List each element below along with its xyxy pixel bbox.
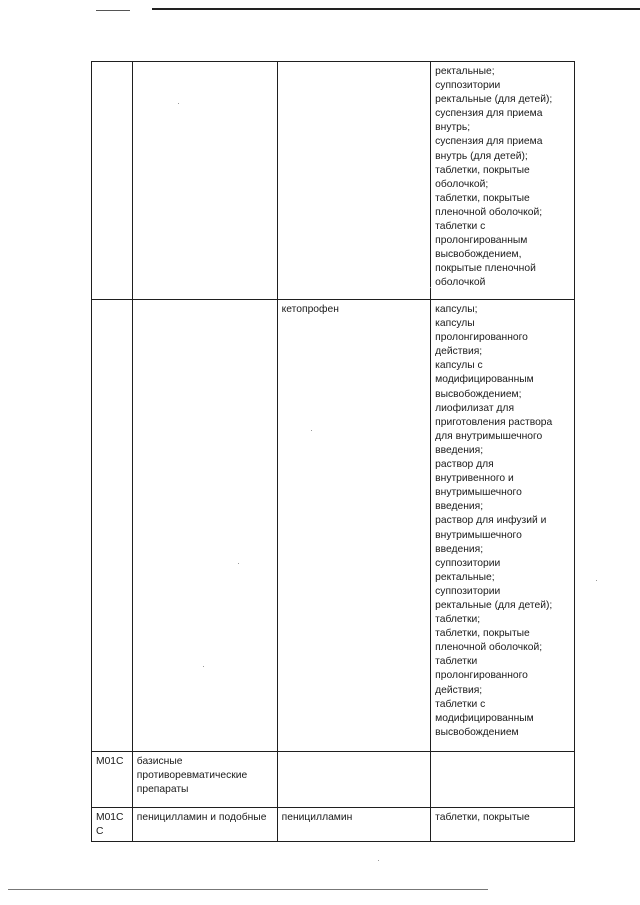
dosage-form-line: модифицированным [435,712,534,724]
dosage-form-line: действия; [435,346,483,358]
dosage-form-line: таблетки с [435,221,486,233]
dosage-forms-cell [431,752,575,808]
atc-code-cell [92,300,133,752]
dosage-form-line: суспензия для приема [435,136,543,148]
inn-cell [277,752,430,808]
dosage-forms-cell [431,300,575,752]
dosage-form-line: таблетки, покрытые [435,812,530,823]
dosage-form-line: внутримышечного [435,487,522,499]
dosage-form-line: внутривенного и [435,473,514,485]
dosage-form-line: таблетки с [435,698,486,710]
inn-cell [277,62,430,300]
dosage-form-line: ректальные; [435,66,495,77]
dosage-form-line: пролонгированным [435,235,528,247]
scan-speck [238,563,239,564]
scan-speck [430,287,431,288]
group-name-cell: пеницилламин и подобные [132,808,277,842]
dosage-form-line: суппозитории [435,80,501,92]
scan-top-mark-right [152,8,640,10]
dosage-form-line: пленочной оболочкой; [435,642,543,654]
dosage-form-line: таблетки, покрытые [435,192,530,204]
table-row [92,300,575,752]
dosage-form-line: таблетки, покрытые [435,164,530,176]
dosage-form-line: таблетки [435,656,478,668]
table-row [92,62,575,300]
dosage-form-line: капсулы с [435,360,483,372]
dosage-form-line: таблетки, покрытые [435,628,530,640]
dosage-form-line: ректальные (для детей); [435,94,553,106]
scan-top-mark-left [96,10,130,11]
dosage-form-line: суппозитории [435,585,501,597]
scan-speck [596,580,597,581]
scan-speck [178,103,179,104]
dosage-form-line: капсулы [435,318,475,330]
dosage-form-line: раствор для [435,459,494,471]
dosage-form-line: высвобождением; [435,388,522,400]
dosage-form-line: ректальные (для детей); [435,599,553,611]
dosage-form-line: суппозитории [435,557,501,569]
group-name-cell: базисные противоревматические препараты [132,752,277,808]
dosage-form-line: капсулы; [435,304,478,315]
scan-bottom-mark [8,889,488,890]
dosage-form-line: введения; [435,444,484,456]
dosage-form-line: пролонгированного [435,332,528,344]
dosage-form-line: ректальные; [435,571,495,583]
dosage-form-line: оболочкой [435,277,486,289]
dosage-form-line: пленочной оболочкой; [435,206,543,218]
dosage-form-line: приготовления раствора [435,416,553,428]
dosage-form-line: оболочкой; [435,178,489,190]
dosage-forms-cell [431,62,575,300]
scan-speck [378,860,379,861]
dosage-form-line: суспензия для приема [435,108,543,120]
drug-table [91,61,575,842]
atc-code-cell: M01CC [92,808,133,842]
inn-cell: кетопрофен [277,300,430,752]
atc-code-cell [92,62,133,300]
table-row [92,808,575,842]
dosage-form-line: лиофилизат для [435,402,515,414]
inn-cell: пеницилламин [277,808,430,842]
dosage-form-line: внутрь (для детей); [435,150,528,162]
dosage-form-line: покрытые пленочной [435,263,536,275]
dosage-form-line: высвобождением, [435,249,522,261]
dosage-form-line: введения; [435,501,484,513]
atc-code-cell: M01C [92,752,133,808]
dosage-form-line: для внутримышечного [435,430,543,442]
scan-speck [311,430,312,431]
dosage-form-line: внутримышечного [435,529,522,541]
dosage-form-line: таблетки; [435,614,481,626]
dosage-form-line: действия; [435,684,483,696]
group-name-cell [132,300,277,752]
dosage-form-line: раствор для инфузий и [435,515,547,527]
dosage-form-line: высвобождением [435,726,519,738]
dosage-form-line: введения; [435,543,484,555]
scan-speck [203,666,204,667]
dosage-form-line: модифицированным [435,374,534,386]
dosage-form-line: внутрь; [435,122,471,134]
table-row [92,752,575,808]
dosage-forms-cell [431,808,575,842]
dosage-form-line: пролонгированного [435,670,528,682]
group-name-cell [132,62,277,300]
